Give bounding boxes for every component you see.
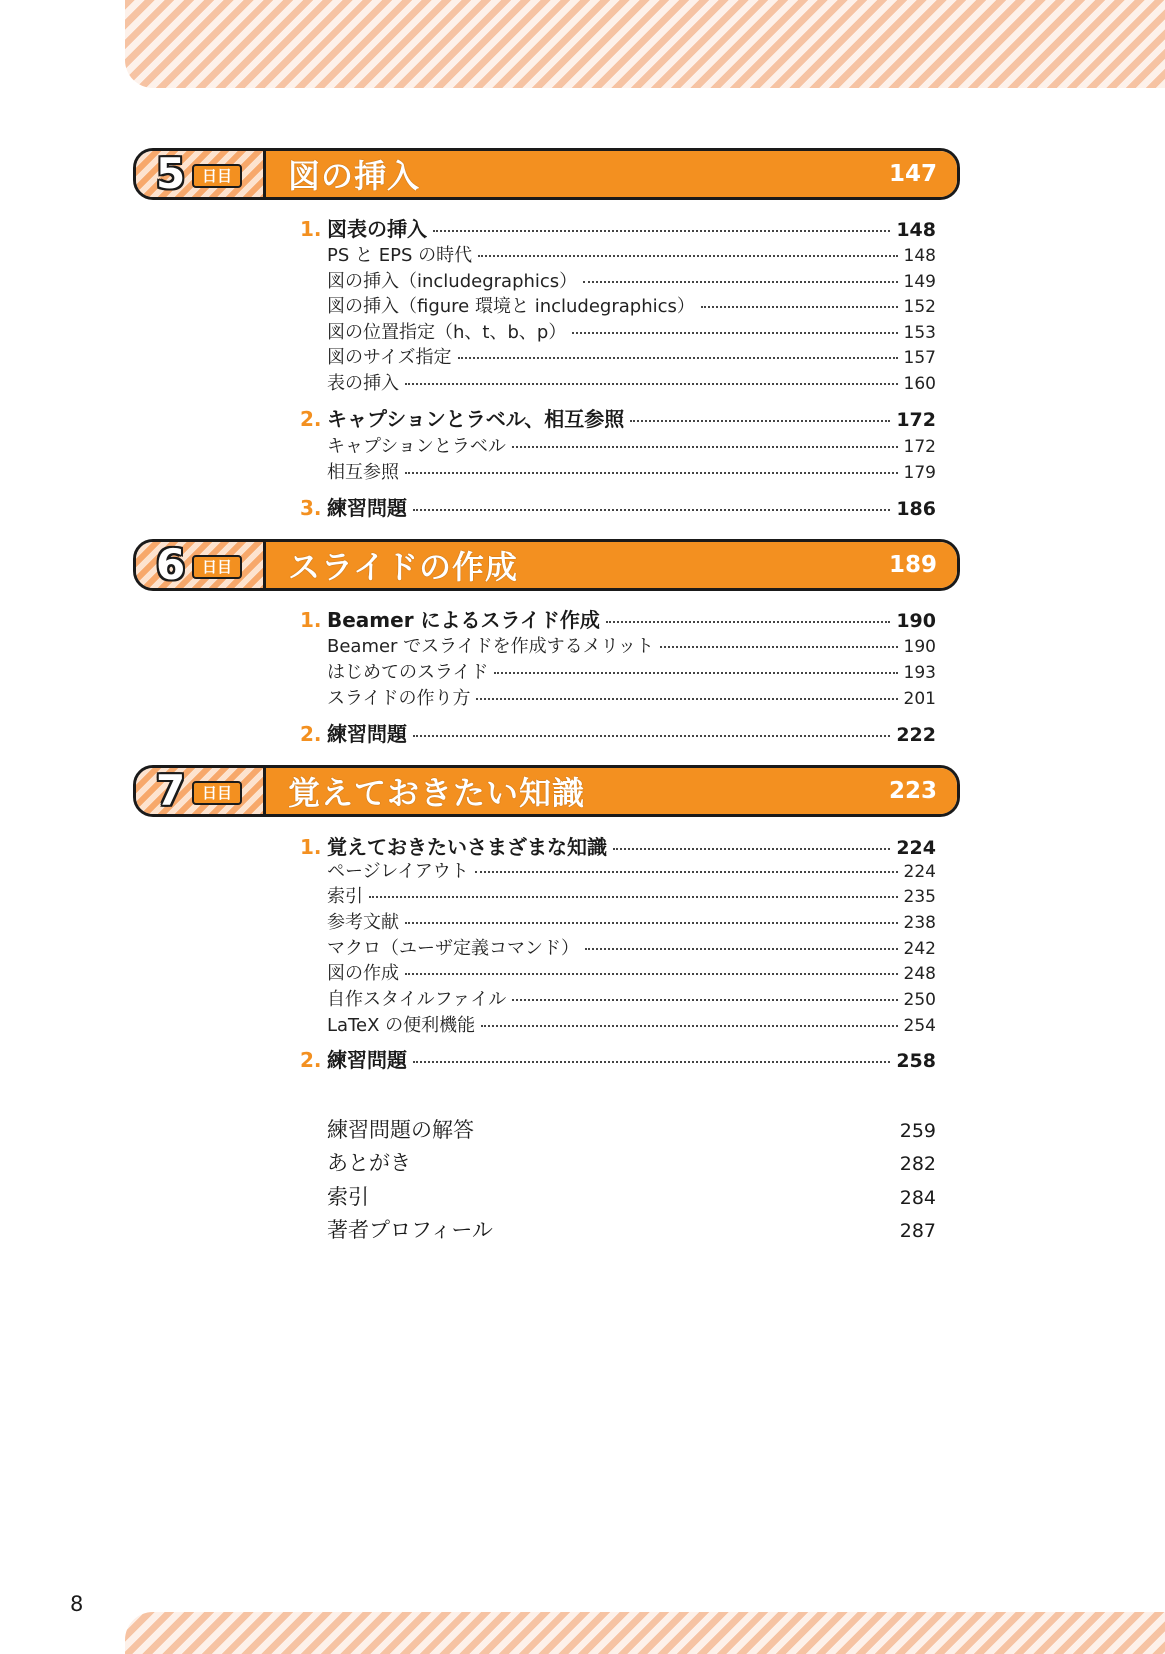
subsection-title: 参考文献 (327, 912, 399, 933)
section-number: 1. (300, 835, 322, 859)
section-title: 覚えておきたいさまざまな知識 (327, 835, 607, 859)
toc-section[interactable] (300, 718, 936, 747)
subsection-page: 149 (903, 272, 936, 292)
section-title: 練習問題 (327, 496, 407, 520)
chapter-title: 覚えておきたい知識 (288, 774, 586, 812)
subsection-page: 152 (903, 297, 936, 317)
day-number: 6 (156, 540, 186, 589)
toc-section[interactable] (300, 604, 936, 633)
subsection-page: 193 (903, 663, 936, 683)
end-matter-page: 259 (899, 1120, 936, 1142)
section-title: 練習問題 (327, 722, 407, 746)
dot-leader (458, 357, 898, 359)
dot-leader (630, 420, 890, 422)
dot-leader (613, 848, 890, 850)
subsection-title: 図の位置指定（h、t、b、p） (327, 322, 567, 343)
dot-leader (585, 948, 898, 950)
section-page: 222 (896, 724, 936, 746)
dot-leader (606, 621, 890, 623)
subsection-page: 242 (903, 939, 936, 959)
toc-subsection[interactable] (327, 857, 936, 883)
dot-leader (494, 672, 897, 674)
day-label: 日目 (192, 164, 242, 188)
subsection-title: 相互参照 (327, 462, 399, 483)
dot-leader (405, 383, 898, 385)
subsection-page: 157 (903, 348, 936, 368)
toc-subsection[interactable] (327, 908, 936, 934)
toc-section[interactable] (300, 213, 936, 242)
toc-subsection[interactable] (327, 1011, 936, 1037)
subsection-title: Beamer でスライドを作成するメリット (327, 636, 654, 657)
toc-subsection[interactable] (327, 292, 936, 318)
chapter-title: 図の挿入 (288, 157, 421, 195)
toc-subsection[interactable] (327, 959, 936, 985)
dot-leader (405, 973, 898, 975)
section-title: Beamer によるスライド作成 (327, 608, 600, 632)
day-badge (136, 151, 266, 197)
day-badge (136, 542, 266, 588)
subsection-title: LaTeX の便利機能 (327, 1015, 476, 1036)
dot-leader (413, 1061, 890, 1063)
subsection-title: 図の挿入（includegraphics） (327, 271, 578, 292)
toc-subsection[interactable] (327, 658, 936, 684)
toc-subsection[interactable] (327, 369, 936, 395)
section-title: 練習問題 (327, 1048, 407, 1072)
toc-end-matter-item[interactable] (327, 1114, 936, 1144)
top-stripe-decoration (125, 0, 1165, 88)
chapter-banner[interactable] (133, 148, 960, 200)
end-matter-title: あとがき (327, 1151, 411, 1175)
dot-leader (583, 281, 897, 283)
toc-subsection[interactable] (327, 684, 936, 710)
dot-leader (433, 230, 890, 232)
toc-subsection[interactable] (327, 985, 936, 1011)
end-matter-page: 287 (899, 1220, 936, 1242)
toc-subsection[interactable] (327, 241, 936, 267)
subsection-page: 153 (903, 323, 936, 343)
subsection-title: 表の挿入 (327, 373, 399, 394)
dot-leader (369, 896, 898, 898)
subsection-page: 201 (903, 689, 936, 709)
subsection-title: PS と EPS の時代 (327, 245, 473, 266)
toc-end-matter-item[interactable] (327, 1147, 936, 1177)
day-badge (136, 768, 266, 814)
toc-section[interactable] (300, 831, 936, 860)
subsection-title: 自作スタイルファイル (327, 989, 507, 1010)
dot-leader (476, 698, 897, 700)
subsection-title: はじめてのスライド (327, 662, 489, 683)
subsection-page: 254 (903, 1016, 936, 1036)
end-matter-title: 索引 (327, 1185, 369, 1209)
chapter-banner[interactable] (133, 539, 960, 591)
section-number: 2. (300, 407, 322, 431)
subsection-page: 235 (903, 887, 936, 907)
dot-leader (660, 646, 898, 648)
section-page: 258 (896, 1050, 936, 1072)
dot-leader (481, 1025, 897, 1027)
dot-leader (572, 332, 897, 334)
subsection-title: スライドの作り方 (327, 688, 471, 709)
section-page: 186 (896, 498, 936, 520)
subsection-title: 図の挿入（figure 環境と includegraphics） (327, 296, 695, 317)
section-number: 2. (300, 722, 322, 746)
day-number: 5 (156, 149, 186, 198)
toc-end-matter-item[interactable] (327, 1181, 936, 1211)
subsection-page: 172 (903, 437, 936, 457)
section-number: 3. (300, 496, 322, 520)
section-number: 1. (300, 217, 322, 241)
end-matter-title: 練習問題の解答 (327, 1118, 474, 1142)
section-page: 190 (896, 610, 936, 632)
toc-subsection[interactable] (327, 882, 936, 908)
toc-subsection[interactable] (327, 632, 936, 658)
subsection-title: マクロ（ユーザ定義コマンド） (327, 938, 579, 959)
section-title: 図表の挿入 (327, 217, 427, 241)
section-page: 148 (896, 219, 936, 241)
section-page: 224 (896, 837, 936, 859)
subsection-page: 250 (903, 990, 936, 1010)
subsection-title: ページレイアウト (327, 861, 469, 882)
toc-subsection[interactable] (327, 318, 936, 344)
toc-subsection[interactable] (327, 432, 936, 458)
subsection-title: キャプションとラベル (327, 436, 506, 457)
dot-leader (405, 472, 898, 474)
day-label: 日目 (192, 781, 242, 805)
dot-leader (701, 306, 898, 308)
dot-leader (475, 871, 898, 873)
toc-subsection[interactable] (327, 934, 936, 960)
dot-leader (413, 735, 890, 737)
subsection-page: 224 (903, 862, 936, 882)
toc-section[interactable] (300, 1044, 936, 1073)
subsection-page: 238 (903, 913, 936, 933)
chapter-page: 147 (888, 161, 937, 187)
bottom-stripe-decoration (125, 1612, 1165, 1654)
end-matter-page: 282 (899, 1153, 936, 1175)
day-label: 日目 (192, 555, 242, 579)
dot-leader (512, 446, 898, 448)
section-title: キャプションとラベル、相互参照 (327, 407, 625, 431)
chapter-title: スライドの作成 (288, 548, 519, 586)
section-number: 2. (300, 1048, 322, 1072)
subsection-page: 248 (903, 964, 936, 984)
subsection-page: 148 (903, 246, 936, 266)
toc-subsection[interactable] (327, 458, 936, 484)
toc-subsection[interactable] (327, 343, 936, 369)
dot-leader (405, 922, 898, 924)
section-number: 1. (300, 608, 322, 632)
toc-section[interactable] (300, 403, 936, 432)
day-number: 7 (156, 766, 186, 815)
subsection-page: 190 (903, 637, 936, 657)
section-page: 172 (896, 409, 936, 431)
toc-subsection[interactable] (327, 267, 936, 293)
subsection-title: 図の作成 (327, 963, 399, 984)
toc-end-matter-item[interactable] (327, 1214, 936, 1244)
toc-section[interactable] (300, 492, 936, 521)
end-matter-page: 284 (899, 1187, 936, 1209)
chapter-banner[interactable] (133, 765, 960, 817)
subsection-page: 160 (903, 374, 936, 394)
subsection-page: 179 (903, 463, 936, 483)
dot-leader (512, 999, 897, 1001)
chapter-page: 223 (888, 778, 937, 804)
subsection-title: 索引 (327, 886, 363, 907)
dot-leader (413, 509, 890, 511)
end-matter-title: 著者プロフィール (327, 1218, 493, 1242)
subsection-title: 図のサイズ指定 (327, 347, 452, 368)
page-number: 8 (70, 1592, 84, 1616)
chapter-page: 189 (888, 552, 937, 578)
dot-leader (478, 255, 897, 257)
